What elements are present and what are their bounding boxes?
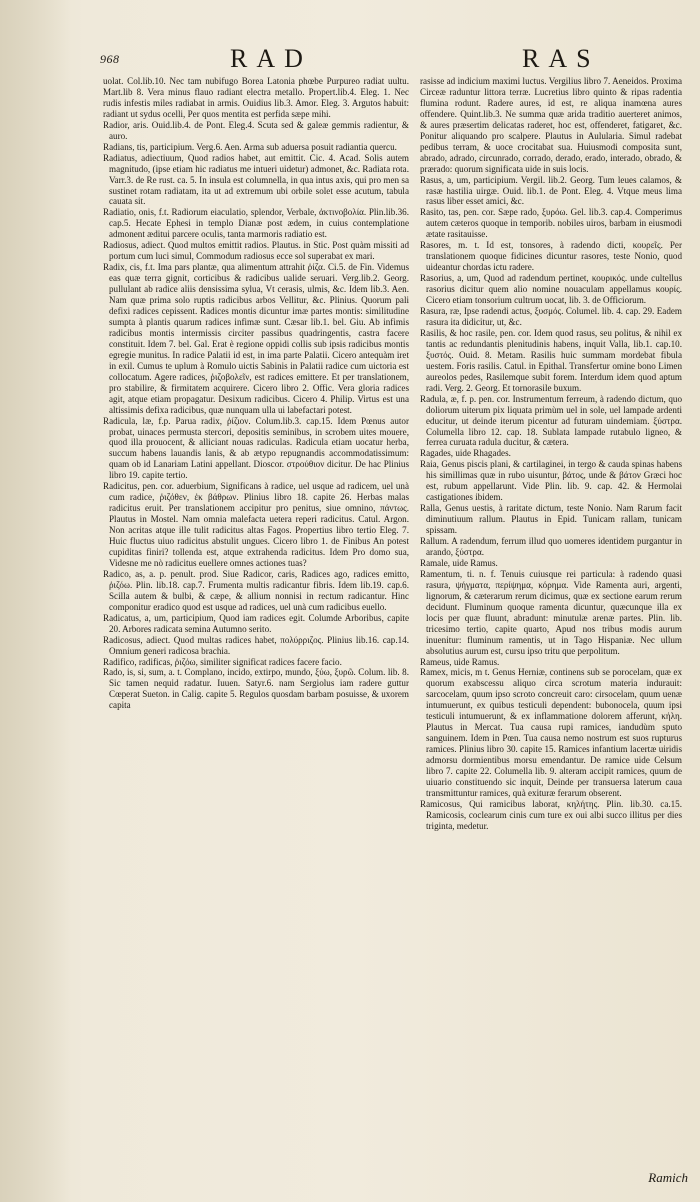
- entry-rasorius: Rasorius, a, um, Quod ad radendum pertinet, κουρικός. unde cultellus rasorius dicitur quem alio nomine nouaculam appellamus κουρίς. Cicero etiam tonsorium cultrum uocat, lib. 3. de Officiorum.: [420, 273, 682, 306]
- entry-radians: Radians, tis, participium. Verg.6. Aen. Arma sub aduersa posuit radiantia quercu.: [103, 141, 397, 152]
- entry-radiatus: Radiatus, adiectiuum, Quod radios habet, aut emittit. Cic. 4. Acad. Solis autem magnitudo, (ipse etiam hic radiatus me intueri uidetur) admonet, &c. Radiata rota. Varr.3. de Re rust. ca. 5. In insula est columnella, in qua intus axis, qui pro men sa sustinet rotam radiatam, ita ut ad extremum ubi orbile solet esse acutum, tabula cauata sit.: [103, 152, 409, 207]
- entry-rameus: Rameus, uide Ramus.: [420, 656, 500, 667]
- running-head-right: RAS: [522, 44, 600, 73]
- entry-ramicosus: Ramicosus, Qui ramicibus laborat, κηλήτης. Plin. lib.30. ca.15. Ramicosis, coclearum cinis cum ture ex oui albi succo illitus per dies triginta, medetur.: [420, 798, 682, 831]
- entry-continuation: uolat. Col.lib.10. Nec tam nubifugo Borea Latonia phœbe Purpureo radiat uultu. Mart.lib 8. Vera minus flauo radiant electra metallo. Propert.lib.4. Eleg. 1. Nec rudis infestis miles radiabat in armis. Ouidius lib.3. Amor. Eleg. 3. Argutos habuit: radiant ut sydus ocelli, Per quos mentita est perfida sæpe mihi.: [103, 76, 409, 119]
- entry-radula: Radula, æ, f. p. pen. cor. Instrumentum ferreum, à radendo dictum, quo doliorum uiterum pix liquata primùm uel in sole, uel lampade ardenti educitur, ut deinde iterum picentur ad futuram uindemiam. ξύστρα. Columella libro 12. cap. 18. Sublata lampade rutabulo ligneo, & ferrea curuata radula ducitur, & cætera.: [420, 393, 682, 448]
- entry-radicosus: Radicosus, adiect. Quod multas radices habet, πολύρριζος. Plinius lib.16. cap.14. Omnium generi radicosa brachia.: [103, 634, 409, 656]
- entry-rasores: Rasores, m. t. Id est, tonsores, à radendo dicti, κουρεῖς. Per translationem quoque fidicines dicuntur rasores, teste Nonio, quod uideantur chordas ictu radere.: [420, 240, 682, 273]
- entry-ramex: Ramex, micis, m t. Genus Herniæ, continens sub se porocelam, quæ ex quorum exabscessu aliquo circa scrotum materia indurauit: sarcocelam, quum ipso scroto concreuit caro: cirsocelam, quum uenæ intumuerunt, ex quibus testiculi dependent: bubonocela, quum ipsi testiculi intumuerunt, & ex inflammatione dolorem afferunt, κήλη. Plautus in Mercat. Tua causa rupi ramices, iandudùm sputo sanguinem. Idem in Pœn. Tua causa nemo nostrum est suos rupturus ramices. Plinius libro 30. capite 15. Ramices infantium lacertæ uiridis admorsu dormientibus morsu emendantur. De ramice uide Celsum libro 7. capite 22. Columella lib. 9. alteram accipit ramices, quum de uiuario constituendo sic inquit, Deinde per transuersa laterum caua transmittuntur ramices, quà exituræ ferarum obserent.: [420, 667, 682, 798]
- entry-radifico: Radifico, radificas, ῥιζόω, similiter significat radices facere facio.: [103, 656, 342, 667]
- entry-continuation-right: rasisse ad indicium maximi luctus. Vergilius libro 7. Aeneidos. Proxima Circeæ raduntur littora terræ. Lucretius libro quinto & ripas radentia flumina rodunt. Radere aures, id est, re aliqua inamœna aures offendere. Quint.lib.3. Ne summa quæ arida traditio auerteret animos, & aures præsertim delicatas raderet, hoc est, offenderet, fatigaret, &c. Ponitur aliquando pro scalpere. Plautus in Aulularia. Simul radebat pedibus terram, & uoce crocitabat sua. Huiusmodi composita sunt, abrado, adrado, circunrado, corrado, derado, erado, interado, obrado, & prærado: quorum significata uide in suis locis.: [420, 76, 682, 174]
- entry-rallum: Rallum. A radendum, ferrum illud quo uomeres identidem purgantur in arando, ξύστρα.: [420, 536, 682, 557]
- entry-rasilis: Rasilis, & hoc rasile, pen. cor. Idem quod rasus, seu politus, & nihil ex tantis ac redundantis plenitudinis habens, inquit Valla, lib.1. cap.10. ξυστός. Ouid. 8. Metam. Rasilis huic summam mordebat fibula uestem. Foris rasilis. Catul. in Epithal. Transfertur omine bono Limen aureolos pedes, Rasilemque subit forem. Interdum idem quod aptum radi. Verg. 2. Georg. Et tornorasile buxum.: [420, 327, 682, 393]
- entry-radicatus: Radicatus, a, um, participium, Quod iam radices egit. Columde Arboribus, capite 20. Arbores radicata semina Autumno serito.: [103, 612, 409, 634]
- page-number: 968: [100, 52, 120, 66]
- entry-radix: Radix, cis, f.t. Ima pars plantæ, qua alimentum attrahit ῥίζα. Ci.5. de Fin. Videmus eas quæ terra gignit, corticibus & radicibus ualide seruari. Verg.lib.2. Georg. pullulant ab radice aliis densissima sylua, Vt cerasis, ulmis, &c. Idem lib.3. Aen. Nam quæ prima solo ruptis radicibus arbos Vellitur, &c. Plinius. Quorum pali defixi radices cepissent. Radices montis dicuntur imæ partes montis: similitudine sumpta à plantis quarum radices infimæ sunt. Cæsar lib.1. bel. Giu. Ab infimis radicibus montis intermissis circiter passibus quadringentis, castra facere constituit. Idem 7. bel. Gal. Erat è regione oppidi collis sub ipsis radicibus montis egregie munitus. In radice Palatii id est, in ima parte Palatii. Cicero antequàm iret in exil. Cumus te uplum à Romulo uictis Sabinis in Palatii radice cum uictoria est collocatum. Agere radices, ῥιζοβολεῖν, est radices emittere. Et per translationem, pro stabilire, & firmitatem acquirere. Cicero libro 2. Offic. Vera gloria radices agit, atque etiam propagatur. Desixum radicibus. Cicero 4. Philip. Virtus est una altissimis defixa radicibus, quæ nunquam ulla ui labefactari potest.: [103, 262, 409, 415]
- entry-ramale: Ramale, uide Ramus.: [420, 557, 498, 568]
- left-column: [103, 76, 409, 711]
- running-head-left: RAD: [230, 44, 312, 73]
- page-edge-shadow: [0, 0, 70, 1202]
- entry-rasura: Rasura, ræ, Ipse radendi actus, ξυσμός. Columel. lib. 4. cap. 29. Eadem rasura ita didicitur, ut, &c.: [420, 306, 682, 327]
- entry-ramentum: Ramentum, ti. n. f. Tenuis cuiusque rei particula: à radendo quasi rasura, ψήγματα, περίψημα, κόρημα. Vide Ramenta auri, argenti, lignorum, & cæterarum rerum dicimus, quæ ex sectione earum rerum decidunt. Fluminum quoque ramenta dicuntur, quæcunque illa ex locis per quæ fluunt, abradunt: minutulæ arenæ partes. Plin. lib. tricesimo tertio, capite quarto, Apud nos tribus modis aurum inuenitur: fluminum ramentis, ut in Tago Hispaniæ. Nec ullum absolutius aurum est, cursu ipso tritu que perpolitum.: [420, 568, 682, 656]
- right-column: [420, 76, 682, 832]
- entry-radico: Radico, as, a. p. penult. prod. Siue Radicor, caris, Radices ago, radices emitto, ῥιζόω. Plin. lib.18. cap.7. Frumenta multis radicantur fibris. Idem lib.19. cap.6. Scilla autem & bulbi, & cæpe, & allium nonnisi in rectum radicantur. Hinc componitur eradico quod est usque ad radices, uel unà cum radicibus euello.: [103, 568, 409, 612]
- entry-raia: Raia, Genus piscis plani, & cartilaginei, in tergo & cauda spinas habens his simillimas quæ in rubo uisuntur, βάτος, unde & βάτον Græci hoc est, rubum appellarunt. Vide Plin. lib. 9. cap. 42. & Hermolai castigationes ibidem.: [420, 459, 682, 503]
- entry-radiosus: Radiosus, adiect. Quod multos emittit radios. Plautus. in Stic. Post quàm missiti ad portum cum luci simul, Commodum radiosus ecce sol superabat ex mari.: [103, 240, 409, 262]
- entry-ragades: Ragades, uide Rhagades.: [420, 448, 511, 459]
- entry-radicitus: Radicitus, pen. cor. aduerbium, Significans à radice, uel usque ad radicem, uel unà cum radice, ῥιζόθεν, ἐκ βάθρων. Plinius libro 18. capite 26. Herbas malas radicitus eruit. Per translationem accipitur pro penitus, siue omnino, πάντως. Plautus in Mostel. Nam omnia malefacta uetera reperi radicitus. Catul. Argon. Non acritas atque ille tulit radicitus altas Fagos. Propertius libro tertio Eleg. 7. Huic fluctus uiuo radicitus abstulit ungues. Cicero libro 1. de Finibus An potest cupiditas finiri? tollenda est, atque extrahenda radicitus. Idem Pro domo sua, Videsne me nò radicitus euellere omnes actiones tuas?: [103, 481, 409, 568]
- entry-radiatio: Radiatio, onis, f.t. Radiorum eiaculatio, splendor, Verbale, ἀκτινοβολία. Plin.lib.36. cap.5. Hecate Ephesi in templo Dianæ post ædem, in cuius contemplatione admonent æditui parcere oculis, tanta marmoris radiatio est.: [103, 207, 409, 240]
- entry-radior: Radior, aris. Ouid.lib.4. de Pont. Eleg.4. Scuta sed & galeæ gemmis radientur, & auro.: [103, 119, 409, 141]
- entry-rasito: Rasito, tas, pen. cor. Sæpe rado, ξυρόω. Gel. lib.3. cap.4. Comperimus autem cæteros quoque in temporib. nobiles uiros, barbam in eiusmodi ætate rasitauisse.: [420, 207, 682, 240]
- catchword: Ramich: [648, 1170, 688, 1185]
- entry-radicula: Radicula, læ, f.p. Parua radix, ῥίζιον. Colum.lib.3. cap.15. Idem Pœnus autor probat, uinaces permusta stercori, depositis seminibus, in scrobem uites mouere, quod illa prouocent, & alliciant nouas radiculas. Radicula etiam uocatur herba, succum habens lauandis lanis, & ab ætypo repugnandis accommodatissimum: quam ob id Lanariam Latini appellant. Dioscor. στρούθιον dicitur. De hac Plinius libro 19. capite tertio.: [103, 415, 409, 481]
- entry-ralla: Ralla, Genus uestis, à raritate dictum, teste Nonio. Nam Rarum facit diminutiuum rallum. Plautus in Epid. Tunicam rallam, tunicam spissam.: [420, 503, 682, 536]
- entry-rasus: Rasus, a, um, participium. Vergil. lib.2. Georg. Tum leues calamos, & rasæ hastilia uirgæ. Ouid. lib.1. de Pont. Eleg. 4. Vtque meus lima rasus liber esset amici, &c.: [420, 174, 682, 207]
- entry-rado: Rado, is, si, sum, a. t. Complano, incido, extirpo, mundo, ξύω, ξυρῶ. Colum. lib. 8. Sic tamen nequid radatur. Iuuen. Satyr.6. nam Sergiolus iam radere guttur Cœperat Sueton. in Calig. capite 5. Regulos quosdam barbam posuisse, & uxorem capita: [103, 667, 409, 711]
